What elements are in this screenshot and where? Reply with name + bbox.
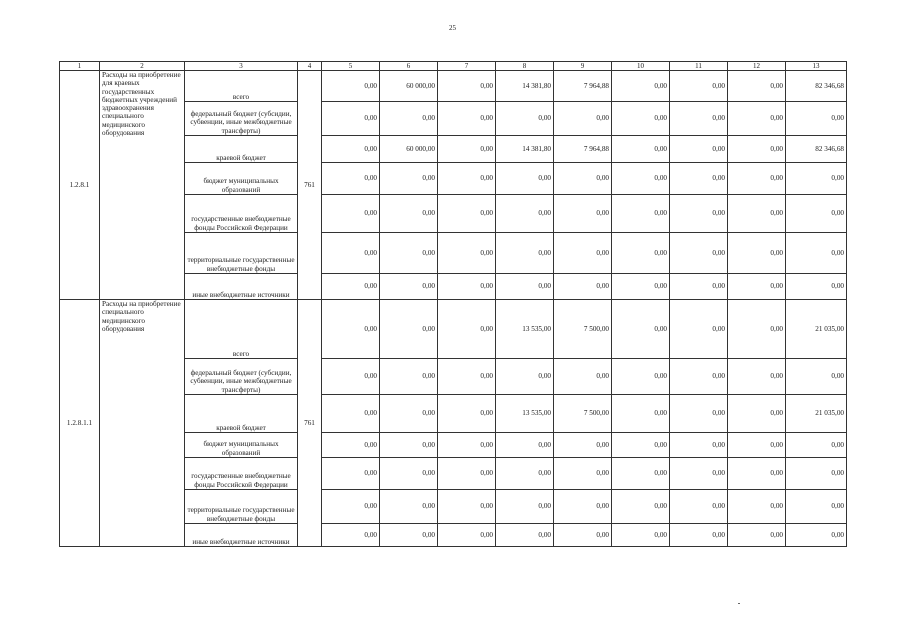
table-body [60,62,847,547]
amount-col-7: 0,00 [438,524,496,547]
funding-source: краевой бюджет [185,136,298,163]
amount-col-8: 14 381,80 [496,71,554,102]
amount-col-5: 0,00 [322,195,380,233]
amount-col-10: 0,00 [612,136,670,163]
column-header-6: 6 [380,62,438,71]
amount-col-7: 0,00 [438,458,496,490]
amount-col-5: 0,00 [322,524,380,547]
column-header-1: 1 [60,62,100,71]
amount-col-10: 0,00 [612,458,670,490]
row-code: 1.2.8.1 [60,71,100,300]
funding-source: территориальные государственные внебюджетные фонды [185,490,298,524]
amount-col-6: 0,00 [380,395,438,433]
amount-col-5: 0,00 [322,71,380,102]
amount-col-8: 0,00 [496,359,554,395]
amount-col-5: 0,00 [322,300,380,359]
agency-code: 761 [298,300,322,547]
funding-source: бюджет муниципальных образований [185,433,298,458]
amount-col-9: 0,00 [554,458,612,490]
amount-col-9: 0,00 [554,359,612,395]
amount-col-6: 0,00 [380,524,438,547]
amount-col-7: 0,00 [438,433,496,458]
amount-col-8: 0,00 [496,524,554,547]
amount-col-10: 0,00 [612,490,670,524]
amount-col-13: 0,00 [786,490,847,524]
funding-source: иные внебюджетные источники [185,274,298,300]
column-header-2: 2 [100,62,185,71]
amount-col-10: 0,00 [612,195,670,233]
column-header-4: 4 [298,62,322,71]
amount-col-7: 0,00 [438,490,496,524]
amount-col-11: 0,00 [670,233,728,274]
funding-source: государственные внебюджетные фонды Российской Федерации [185,458,298,490]
amount-col-10: 0,00 [612,524,670,547]
amount-col-9: 0,00 [554,163,612,195]
amount-col-6: 0,00 [380,163,438,195]
amount-col-9: 0,00 [554,490,612,524]
amount-col-11: 0,00 [670,458,728,490]
budget-table [59,61,847,547]
amount-col-5: 0,00 [322,274,380,300]
amount-col-7: 0,00 [438,274,496,300]
amount-col-7: 0,00 [438,136,496,163]
amount-col-6: 0,00 [380,195,438,233]
amount-col-13: 0,00 [786,233,847,274]
amount-col-8: 13 535,00 [496,395,554,433]
amount-col-9: 0,00 [554,233,612,274]
amount-col-6: 0,00 [380,102,438,136]
funding-source: федеральный бюджет (субсидии, субвенции, иные межбюджетные трансферты) [185,102,298,136]
amount-col-11: 0,00 [670,274,728,300]
amount-col-12: 0,00 [728,233,786,274]
amount-col-13: 0,00 [786,274,847,300]
amount-col-10: 0,00 [612,359,670,395]
amount-col-8: 0,00 [496,458,554,490]
column-header-12: 12 [728,62,786,71]
amount-col-13: 0,00 [786,458,847,490]
amount-col-7: 0,00 [438,233,496,274]
funding-source: иные внебюджетные источники [185,524,298,547]
amount-col-12: 0,00 [728,136,786,163]
amount-col-6: 0,00 [380,274,438,300]
amount-col-11: 0,00 [670,136,728,163]
amount-col-10: 0,00 [612,71,670,102]
amount-col-7: 0,00 [438,359,496,395]
amount-col-6: 60 000,00 [380,136,438,163]
amount-col-11: 0,00 [670,490,728,524]
expense-name: Расходы на приобретение специального медицинского оборудования [100,300,185,547]
amount-col-10: 0,00 [612,233,670,274]
amount-col-12: 0,00 [728,524,786,547]
funding-source: всего [185,71,298,102]
column-header-9: 9 [554,62,612,71]
column-header-13: 13 [786,62,847,71]
amount-col-8: 0,00 [496,163,554,195]
amount-col-13: 82 346,68 [786,136,847,163]
amount-col-11: 0,00 [670,71,728,102]
amount-col-13: 0,00 [786,359,847,395]
amount-col-8: 13 535,00 [496,300,554,359]
amount-col-12: 0,00 [728,71,786,102]
amount-col-6: 0,00 [380,300,438,359]
agency-code: 761 [298,71,322,300]
amount-col-11: 0,00 [670,359,728,395]
column-header-8: 8 [496,62,554,71]
amount-col-11: 0,00 [670,395,728,433]
amount-col-12: 0,00 [728,458,786,490]
amount-col-10: 0,00 [612,163,670,195]
amount-col-9: 0,00 [554,102,612,136]
amount-col-12: 0,00 [728,163,786,195]
column-header-10: 10 [612,62,670,71]
amount-col-8: 0,00 [496,102,554,136]
amount-col-5: 0,00 [322,136,380,163]
amount-col-9: 7 964,88 [554,71,612,102]
amount-col-9: 0,00 [554,433,612,458]
column-header-row [60,62,847,71]
amount-col-5: 0,00 [322,359,380,395]
amount-col-11: 0,00 [670,524,728,547]
table-row [60,71,847,102]
amount-col-10: 0,00 [612,300,670,359]
funding-source: территориальные государственные внебюджетные фонды [185,233,298,274]
amount-col-12: 0,00 [728,433,786,458]
amount-col-13: 21 035,00 [786,300,847,359]
amount-col-6: 0,00 [380,490,438,524]
amount-col-13: 0,00 [786,163,847,195]
amount-col-5: 0,00 [322,433,380,458]
amount-col-5: 0,00 [322,395,380,433]
expense-name: Расходы на приобретение для краевых государственных бюджетных учреждений здравоохранения специального медицинского оборудования [100,71,185,300]
amount-col-6: 0,00 [380,359,438,395]
amount-col-11: 0,00 [670,300,728,359]
column-header-5: 5 [322,62,380,71]
amount-col-9: 7 500,00 [554,395,612,433]
amount-col-10: 0,00 [612,433,670,458]
amount-col-12: 0,00 [728,300,786,359]
amount-col-13: 0,00 [786,524,847,547]
scan-speck [738,603,740,604]
amount-col-5: 0,00 [322,102,380,136]
amount-col-10: 0,00 [612,102,670,136]
amount-col-11: 0,00 [670,102,728,136]
amount-col-12: 0,00 [728,102,786,136]
amount-col-7: 0,00 [438,71,496,102]
column-header-3: 3 [185,62,298,71]
amount-col-6: 0,00 [380,433,438,458]
funding-source: бюджет муниципальных образований [185,163,298,195]
amount-col-11: 0,00 [670,433,728,458]
amount-col-11: 0,00 [670,163,728,195]
amount-col-5: 0,00 [322,490,380,524]
amount-col-5: 0,00 [322,233,380,274]
amount-col-9: 7 500,00 [554,300,612,359]
amount-col-8: 0,00 [496,274,554,300]
amount-col-5: 0,00 [322,458,380,490]
amount-col-13: 21 035,00 [786,395,847,433]
amount-col-12: 0,00 [728,359,786,395]
amount-col-6: 60 000,00 [380,71,438,102]
amount-col-7: 0,00 [438,102,496,136]
amount-col-9: 0,00 [554,274,612,300]
amount-col-12: 0,00 [728,395,786,433]
page-number: 25 [449,24,456,32]
amount-col-9: 0,00 [554,195,612,233]
column-header-7: 7 [438,62,496,71]
amount-col-13: 0,00 [786,195,847,233]
funding-source: всего [185,300,298,359]
amount-col-9: 0,00 [554,524,612,547]
amount-col-9: 7 964,88 [554,136,612,163]
funding-source: государственные внебюджетные фонды Российской Федерации [185,195,298,233]
amount-col-7: 0,00 [438,395,496,433]
amount-col-6: 0,00 [380,233,438,274]
amount-col-13: 0,00 [786,433,847,458]
amount-col-5: 0,00 [322,163,380,195]
amount-col-12: 0,00 [728,195,786,233]
amount-col-8: 14 381,80 [496,136,554,163]
amount-col-6: 0,00 [380,458,438,490]
funding-source: федеральный бюджет (субсидии, субвенции, иные межбюджетные трансферты) [185,359,298,395]
amount-col-8: 0,00 [496,433,554,458]
amount-col-7: 0,00 [438,300,496,359]
amount-col-8: 0,00 [496,490,554,524]
amount-col-13: 0,00 [786,102,847,136]
funding-source: краевой бюджет [185,395,298,433]
amount-col-8: 0,00 [496,195,554,233]
amount-col-7: 0,00 [438,163,496,195]
amount-col-13: 82 346,68 [786,71,847,102]
amount-col-8: 0,00 [496,233,554,274]
table-row [60,300,847,359]
amount-col-12: 0,00 [728,490,786,524]
amount-col-11: 0,00 [670,195,728,233]
amount-col-7: 0,00 [438,195,496,233]
amount-col-12: 0,00 [728,274,786,300]
amount-col-10: 0,00 [612,395,670,433]
amount-col-10: 0,00 [612,274,670,300]
column-header-11: 11 [670,62,728,71]
row-code: 1.2.8.1.1 [60,300,100,547]
